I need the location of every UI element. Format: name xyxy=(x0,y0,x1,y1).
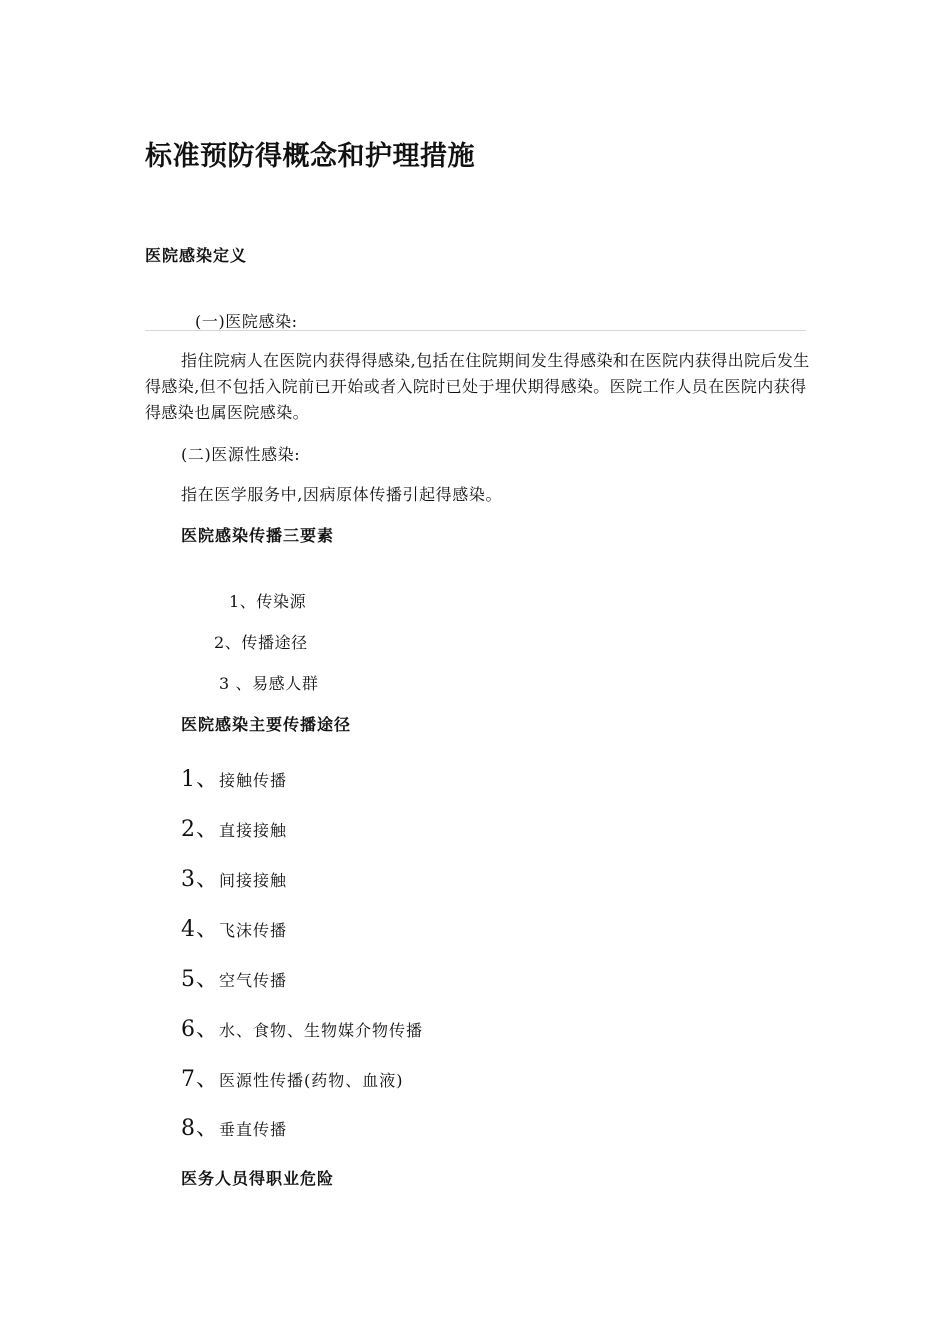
route-text: 水、食物、生物媒介物传播 xyxy=(219,1021,424,1040)
route-item xyxy=(181,962,287,993)
route-number: 1、 xyxy=(181,767,219,792)
route-item xyxy=(181,862,287,893)
route-text: 医源性传播(药物、血液) xyxy=(219,1071,404,1090)
route-number: 4、 xyxy=(181,917,219,942)
route-number: 2、 xyxy=(181,817,219,842)
route-text: 直接接触 xyxy=(219,821,288,840)
route-text: 间接接触 xyxy=(219,871,288,890)
sub1-paragraph: 指住院病人在医院内获得得感染,包括在住院期间发生得感染和在医院内获得出院后发生得感染,但不包括入院前已开始或者入院时已处于埋伏期得感染。医院工作人员在医院内获得得感染也属医院感染。 xyxy=(145,351,810,422)
divider-line xyxy=(145,330,806,331)
route-text: 空气传播 xyxy=(219,971,288,990)
element-item: 3 、易感人群 xyxy=(219,674,319,693)
route-item xyxy=(181,1111,287,1142)
sub2-paragraph: 指在医学服务中,因病原体传播引起得感染。 xyxy=(181,485,503,504)
route-text: 接触传播 xyxy=(219,771,288,790)
route-item xyxy=(181,1012,423,1043)
sub1-label: (一)医院感染: xyxy=(195,312,298,331)
route-number: 6、 xyxy=(181,1017,219,1042)
route-text: 垂直传播 xyxy=(219,1120,288,1139)
heading-elements: 医院感染传播三要素 xyxy=(181,526,335,545)
route-item xyxy=(181,1062,404,1093)
heading-occupational-risk: 医务人员得职业危险 xyxy=(181,1169,335,1188)
element-item: 1、传染源 xyxy=(229,592,307,611)
route-number: 3、 xyxy=(181,867,219,892)
route-number: 7、 xyxy=(181,1067,219,1092)
heading-routes: 医院感染主要传播途径 xyxy=(181,715,352,734)
route-number: 8、 xyxy=(181,1116,219,1141)
document-title: 标准预防得概念和护理措施 xyxy=(145,141,475,172)
sub2-label: (二)医源性感染: xyxy=(181,445,301,464)
element-item: 2、传播途径 xyxy=(214,633,308,652)
route-item xyxy=(181,912,287,943)
heading-definition: 医院感染定义 xyxy=(145,246,248,265)
route-item xyxy=(181,762,287,793)
route-number: 5、 xyxy=(181,967,219,992)
route-text: 飞沫传播 xyxy=(219,921,288,940)
route-item xyxy=(181,812,287,843)
